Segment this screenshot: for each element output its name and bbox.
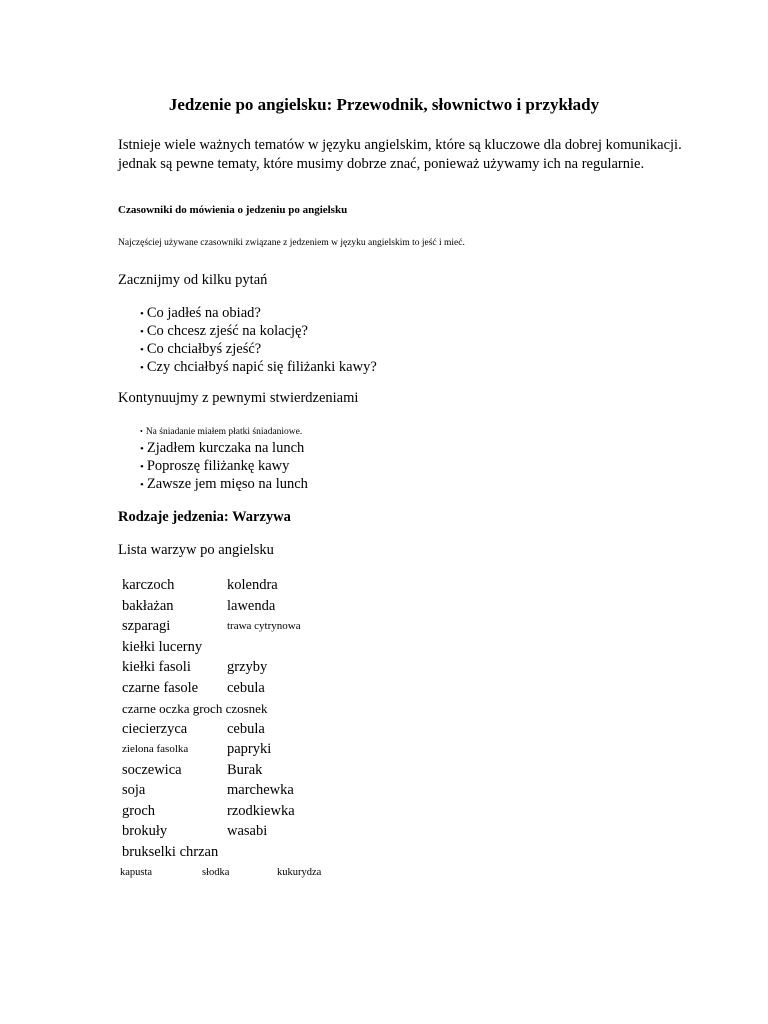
bullet-icon: • <box>140 362 144 374</box>
bullet-icon: • <box>140 479 144 491</box>
vegetables-list-heading: Lista warzyw po angielsku <box>118 542 274 558</box>
document-title: Jedzenie po angielsku: Przewodnik, słownictwo i przykłady <box>168 95 600 114</box>
statements-list <box>140 424 308 494</box>
bullet-icon: • <box>140 308 144 320</box>
questions-heading: Zacznijmy od kilku pytań <box>118 272 268 288</box>
list-item: • Zjadłem kurczaka na lunch <box>140 440 305 456</box>
verbs-heading: Czasowniki do mówienia o jedzeniu po angielsku <box>118 204 348 216</box>
list-item: • Co chciałbyś zjeść? <box>140 341 262 357</box>
intro-paragraph: Istnieje wiele ważnych tematów w języku angielskim, które są kluczowe dla dobrej komunikacji. jednak są pewne tematy, które musimy dobrze znać, ponieważ używamy ich na regularnie. <box>118 137 682 172</box>
list-item: • Czy chciałbyś napić się filiżanki kawy? <box>140 359 377 375</box>
document-page: Jedzenie po angielsku: Przewodnik, słownictwo i przykłady Istnieje wiele ważnych tematów w języku angielskim, które są kluczowe dla dobrej komunikacji. jednak są pewne tematy, które musimy dobrze znać, ponieważ używamy ich na regularnie. Czasowniki do mówienia o jedzeniu po angielsku Najczęściej używane czasowniki związane z jedzeniem w języku angielskim to jeść i mieć. Zacznijmy od kilku pytań • Co jadłeś na obiad? • Co chcesz zjeść na kolację? • Co chciałbyś zjeść? • Czy chciałbyś napić się filiżanki kawy? Kontynuujmy z pewnymi stwierdzeniami • Na śniadanie miałem płatki śniadaniowe. • Zjadłem kurczaka na lunch • Poproszę filiżankę kawy • Zawsze jem mięso na lunch Rodzaje jedzenia: Warzywa Lista warzyw po angielsku karczoch kolendra bakłażan lawenda szparagi trawa cytrynowa kiełki lucerny kiełki fasoli grzyby czarne fasole cebula czarne oczka groch czosnek ciecierzyca cebula zielona fasolka papryki soczewica Burak soja marchewka groch rzodkiewka brokuły wasabi brukselki chrzan kapusta słodka kukurydza <box>0 0 768 1024</box>
bullet-icon: • <box>140 443 144 455</box>
questions-list <box>140 305 377 377</box>
list-item: • Co chcesz zjeść na kolację? <box>140 323 308 339</box>
vegetables-heading: Rodzaje jedzenia: Warzywa <box>118 509 291 525</box>
list-item: • Co jadłeś na obiad? <box>140 305 261 321</box>
statements-heading: Kontynuujmy z pewnymi stwierdzeniami <box>118 390 359 406</box>
list-item: • Na śniadanie miałem płatki śniadaniowe. <box>140 427 303 437</box>
list-item: • Zawsze jem mięso na lunch <box>140 476 308 492</box>
bullet-icon: • <box>140 344 144 356</box>
verbs-paragraph: Najczęściej używane czasowniki związane z jedzeniem w języku angielskim to jeść i mieć. <box>118 238 465 248</box>
bullet-icon: • <box>140 326 144 338</box>
bullet-icon: • <box>140 427 143 436</box>
list-item: • Poproszę filiżankę kawy <box>140 458 290 474</box>
bullet-icon: • <box>140 461 144 473</box>
